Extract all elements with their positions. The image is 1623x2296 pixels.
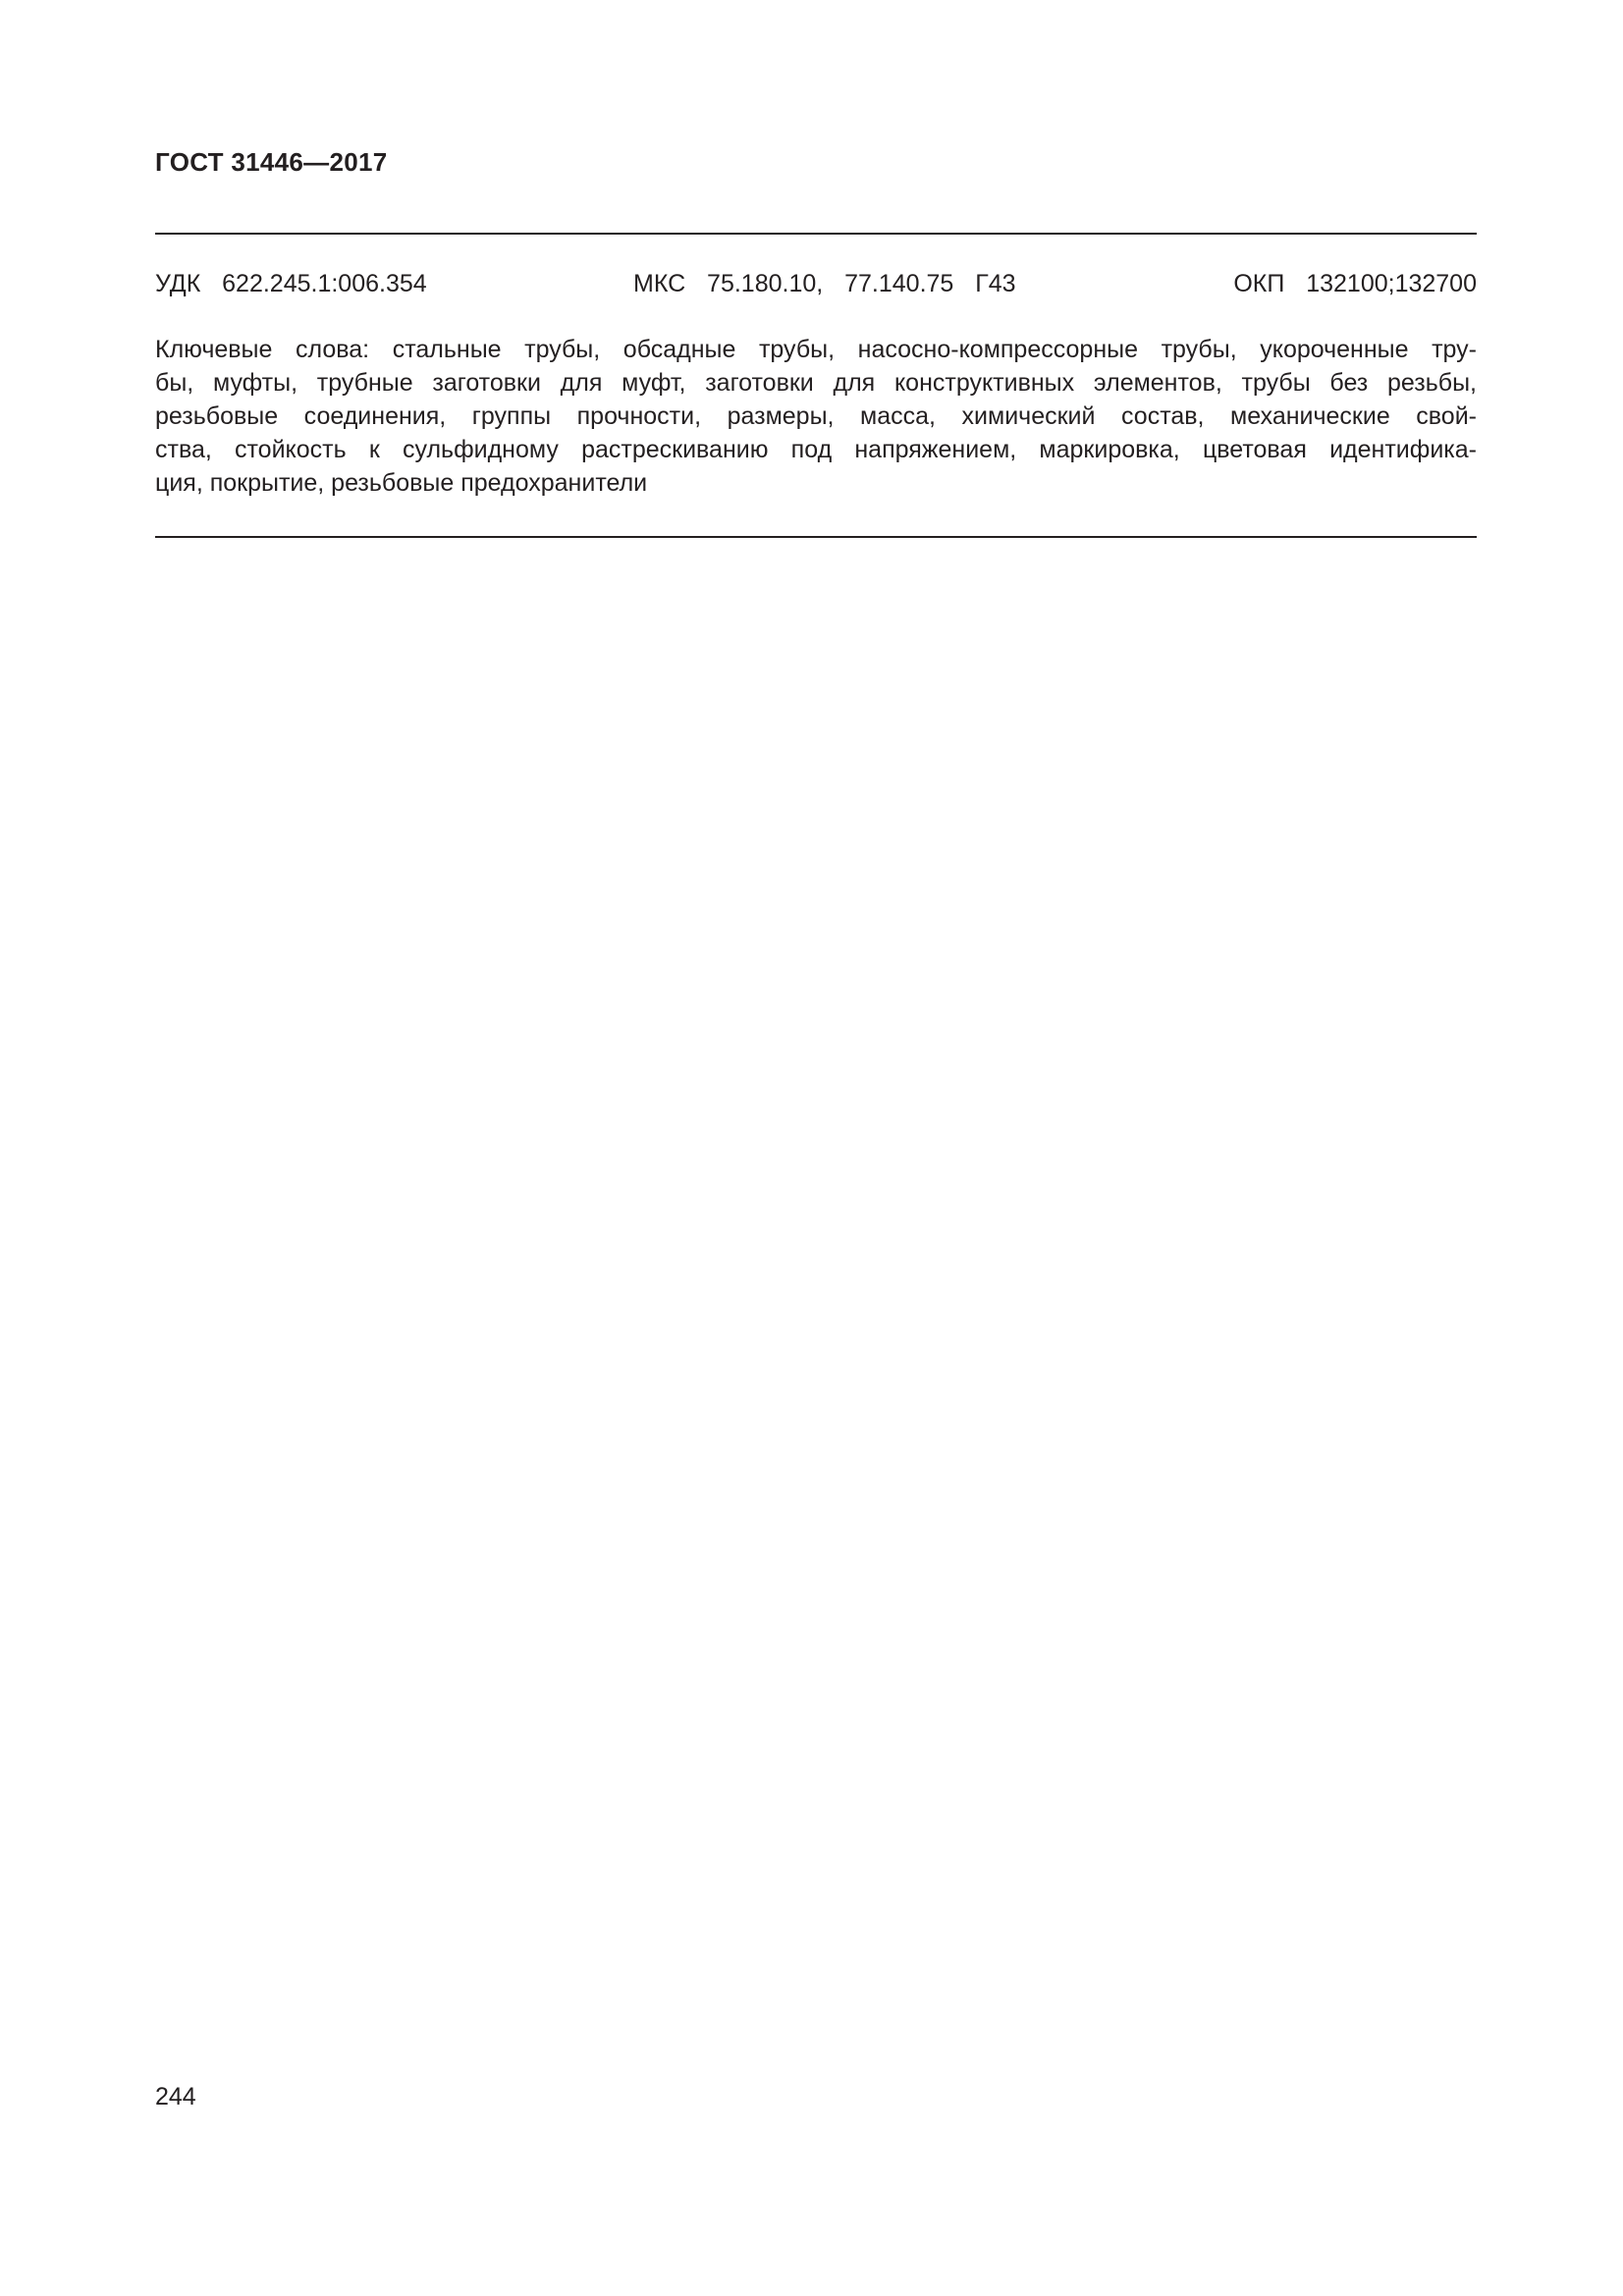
okp-code: ОКП 132100;132700 <box>1233 270 1477 297</box>
udk-code: УДК 622.245.1:006.354 <box>155 270 427 297</box>
keywords-line: ция, покрытие, резьбовые предохранители <box>155 469 648 497</box>
document-header: ГОСТ 31446—2017 <box>155 147 388 177</box>
keywords-line: Ключевые слова: стальные трубы, обсадные трубы, насосно-компрессорные трубы, укороченные тру- <box>155 336 1477 363</box>
keywords-line: резьбовые соединения, группы прочности, размеры, масса, химический состав, механические свой- <box>155 402 1477 430</box>
bottom-divider <box>155 536 1477 538</box>
top-divider <box>155 233 1477 235</box>
keywords-line: бы, муфты, трубные заготовки для муфт, заготовки для конструктивных элементов, трубы без резьбы, <box>155 369 1477 397</box>
page-number: 244 <box>155 2083 196 2110</box>
classifier-row <box>155 267 1477 300</box>
mks-code: МКС 75.180.10, 77.140.75 Г43 <box>633 270 1016 297</box>
keywords-line: ства, стойкость к сульфидному растрескиванию под напряжением, маркировка, цветовая идентифика- <box>155 436 1477 463</box>
keywords-paragraph <box>155 333 1477 500</box>
